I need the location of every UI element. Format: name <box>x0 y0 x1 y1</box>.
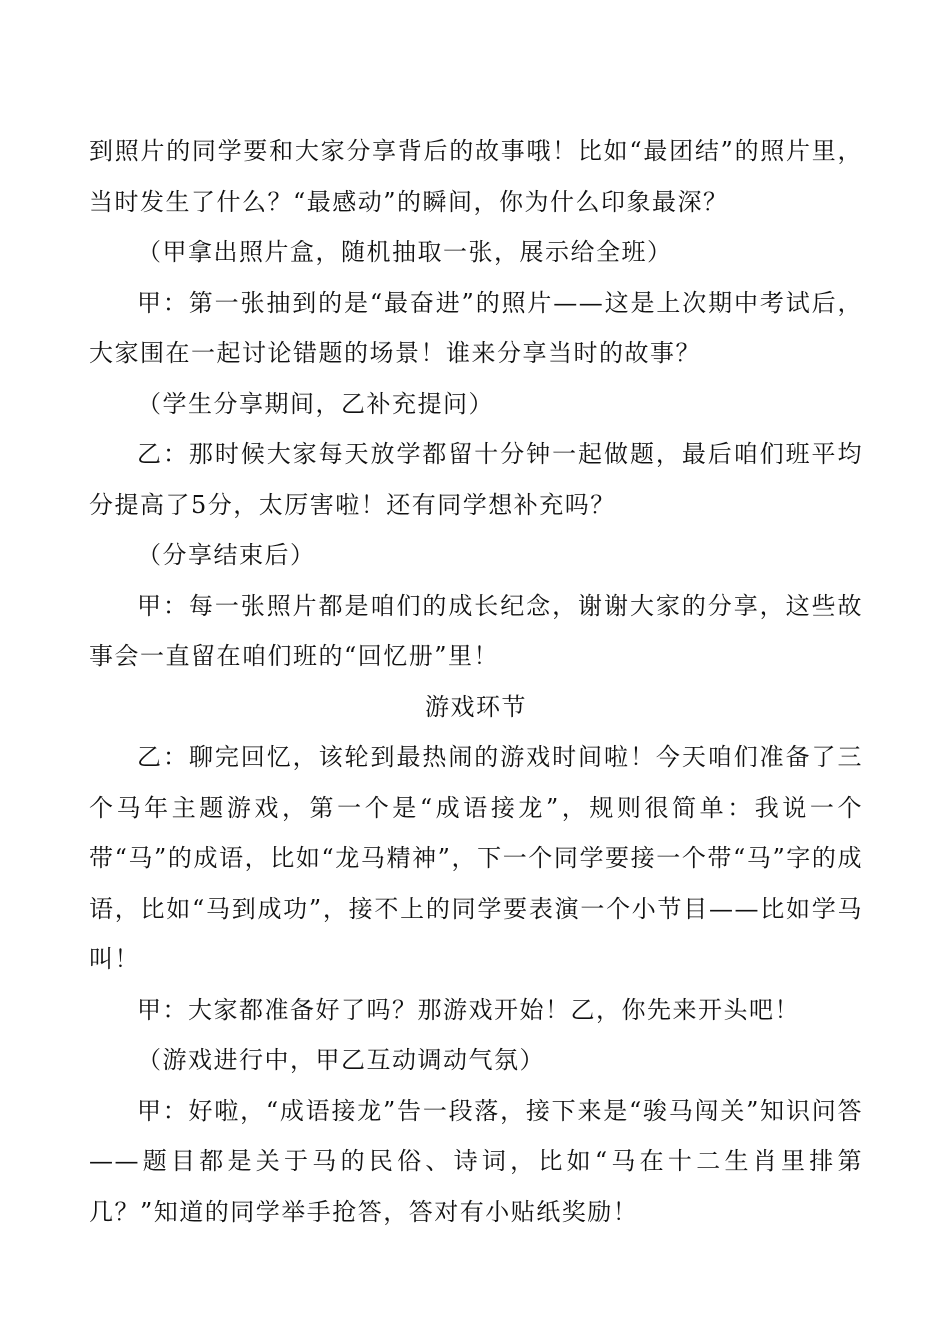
document-body <box>89 126 863 1237</box>
dialogue-paragraph: 甲：每一张照片都是咱们的成长纪念，谢谢大家的分享，这些故事会一直留在咱们班的“回忆册”里！ <box>89 591 863 670</box>
paragraph-continuation: 到照片的同学要和大家分享背后的故事哦！比如“最团结”的照片里，当时发生了什么？“最感动”的瞬间，你为什么印象最深？ <box>89 137 863 216</box>
dialogue-paragraph: 乙：那时候大家每天放学都留十分钟一起做题，最后咱们班平均分提高了5分，太厉害啦！还有同学想补充吗？ <box>89 440 863 519</box>
stage-direction: （甲拿出照片盒，随机抽取一张，展示给全班） <box>137 238 673 266</box>
dialogue-paragraph: 甲：好啦，“成语接龙”告一段落，接下来是“骏马闯关”知识问答——题目都是关于马的民俗、诗词，比如“马在十二生肖里排第几？”知道的同学举手抢答，答对有小贴纸奖励！ <box>89 1096 863 1226</box>
stage-direction: （学生分享期间，乙补充提问） <box>137 389 494 418</box>
stage-direction: （分享结束后） <box>137 541 316 569</box>
dialogue-paragraph: 乙：聊完回忆，该轮到最热闹的游戏时间啦！今天咱们准备了三个马年主题游戏，第一个是“成语接龙”，规则很简单：我说一个带“马”的成语，比如“龙马精神”，下一个同学要接一个带“马”字的成语，比如“马到成功”，接不上的同学要表演一个小节目——比如学马叫！ <box>89 743 863 973</box>
stage-direction: （游戏进行中，甲乙互动调动气氛） <box>137 1046 545 1074</box>
section-heading: 游戏环节 <box>425 692 527 721</box>
dialogue-paragraph: 甲：第一张抽到的是“最奋进”的照片——这是上次期中考试后，大家围在一起讨论错题的场景！谁来分享当时的故事？ <box>89 288 863 367</box>
dialogue-paragraph: 甲：大家都准备好了吗？那游戏开始！乙，你先来开头吧！ <box>137 995 800 1024</box>
